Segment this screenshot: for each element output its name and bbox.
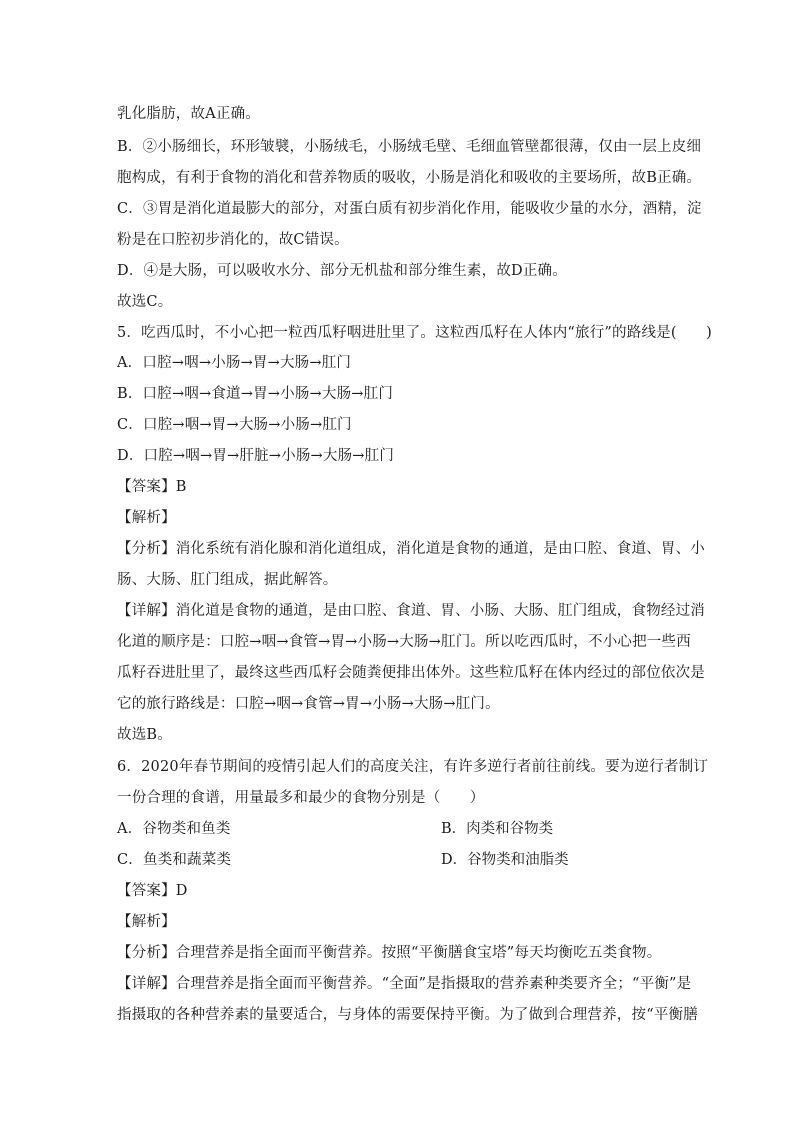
q6-detail-line: 【详解】合理营养是指全面而平衡营养。“全面”是指摄取的营养素种类要齐全；“平衡”是: [117, 976, 692, 992]
q4-text-line: 乳化脂肪，故A正确。: [117, 106, 260, 122]
q6-answer: 【答案】D: [117, 883, 188, 899]
q4-option-c-line: 粉是在口腔初步消化的，故C错误。: [117, 232, 349, 248]
q6-detail-line: 指摄取的各种营养素的量要适合，与身体的需要保持平衡。为了做到合理营养，按“平衡膳: [117, 1007, 698, 1023]
q5-detail-line: 瓜籽吞进肚里了，最终这些西瓜籽会随粪便排出体外。这些粒瓜籽在体内经过的部位依次是: [117, 665, 705, 681]
q5-option-d: D．口腔→咽→胃→肝脏→小肠→大肠→肛门: [117, 448, 395, 464]
q6-option-d: D．谷物类和油脂类: [441, 852, 569, 868]
q5-analysis-line: 【分析】消化系统有消化腺和消化道组成，消化道是食物的通道，是由口腔、食道、胃、小: [117, 541, 705, 557]
q4-option-d-line: D．④是大肠，可以吸收水分、部分无机盐和部分维生素，故D正确。: [117, 263, 567, 279]
q5-conclusion: 故选B。: [117, 727, 172, 743]
q4-conclusion: 故选C。: [117, 294, 173, 310]
q5-option-c: C．口腔→咽→胃→大肠→小肠→肛门: [117, 417, 352, 433]
q6-stem-line: 6．2020年春节期间的疫情引起人们的高度关注，有许多逆行者前往前线。要为逆行者制订: [117, 759, 709, 775]
q6-stem-line: 一份合理的食谱，用量最多和最少的食物分别是（ ）: [117, 790, 485, 806]
q5-option-b: B．口腔→咽→食道→胃→小肠→大肠→肛门: [117, 386, 394, 402]
q5-analysis-line: 肠、大肠、肛门组成，据此解答。: [117, 572, 338, 588]
q6-analysis-line: 【分析】合理营养是指全面而平衡营养。按照“平衡膳食宝塔”每天均衡吃五类食物。: [117, 945, 662, 961]
q6-option-c: C．鱼类和蔬菜类: [117, 852, 232, 868]
q5-analysis-heading: 【解析】: [117, 510, 176, 526]
q4-option-b-line: B．②小肠细长，环形皱襞，小肠绒毛，小肠绒毛壁、毛细血管壁都很薄，仅由一层上皮细: [117, 139, 702, 155]
q5-detail-line: 【详解】消化道是食物的通道，是由口腔、食道、胃、小肠、大肠、肛门组成，食物经过消: [117, 603, 705, 619]
q6-option-a: A．谷物类和鱼类: [117, 821, 231, 837]
q5-detail-line: 化道的顺序是：口腔→咽→食管→胃→小肠→大肠→肛门。所以吃西瓜时，不小心把一些西: [117, 634, 691, 650]
q5-option-a: A．口腔→咽→小肠→胃→大肠→肛门: [117, 355, 352, 371]
q5-stem: 5．吃西瓜时，不小心把一粒西瓜籽咽进肚里了。这粒西瓜籽在人体内“旅行”的路线是( ): [117, 325, 712, 341]
q5-detail-line: 它的旅行路线是：口腔→咽→食管→胃→小肠→大肠→肛门。: [117, 696, 500, 712]
q5-answer: 【答案】B: [117, 479, 187, 495]
q4-option-c-line: C．③胃是消化道最膨大的部分，对蛋白质有初步消化作用，能吸收少量的水分，酒精，淀: [117, 201, 702, 217]
q6-analysis-heading: 【解析】: [117, 914, 176, 930]
q6-option-b: B．肉类和谷物类: [441, 821, 554, 837]
q4-option-b-line: 胞构成，有利于食物的消化和营养物质的吸收，小肠是消化和吸收的主要场所，故B正确。: [117, 170, 702, 186]
